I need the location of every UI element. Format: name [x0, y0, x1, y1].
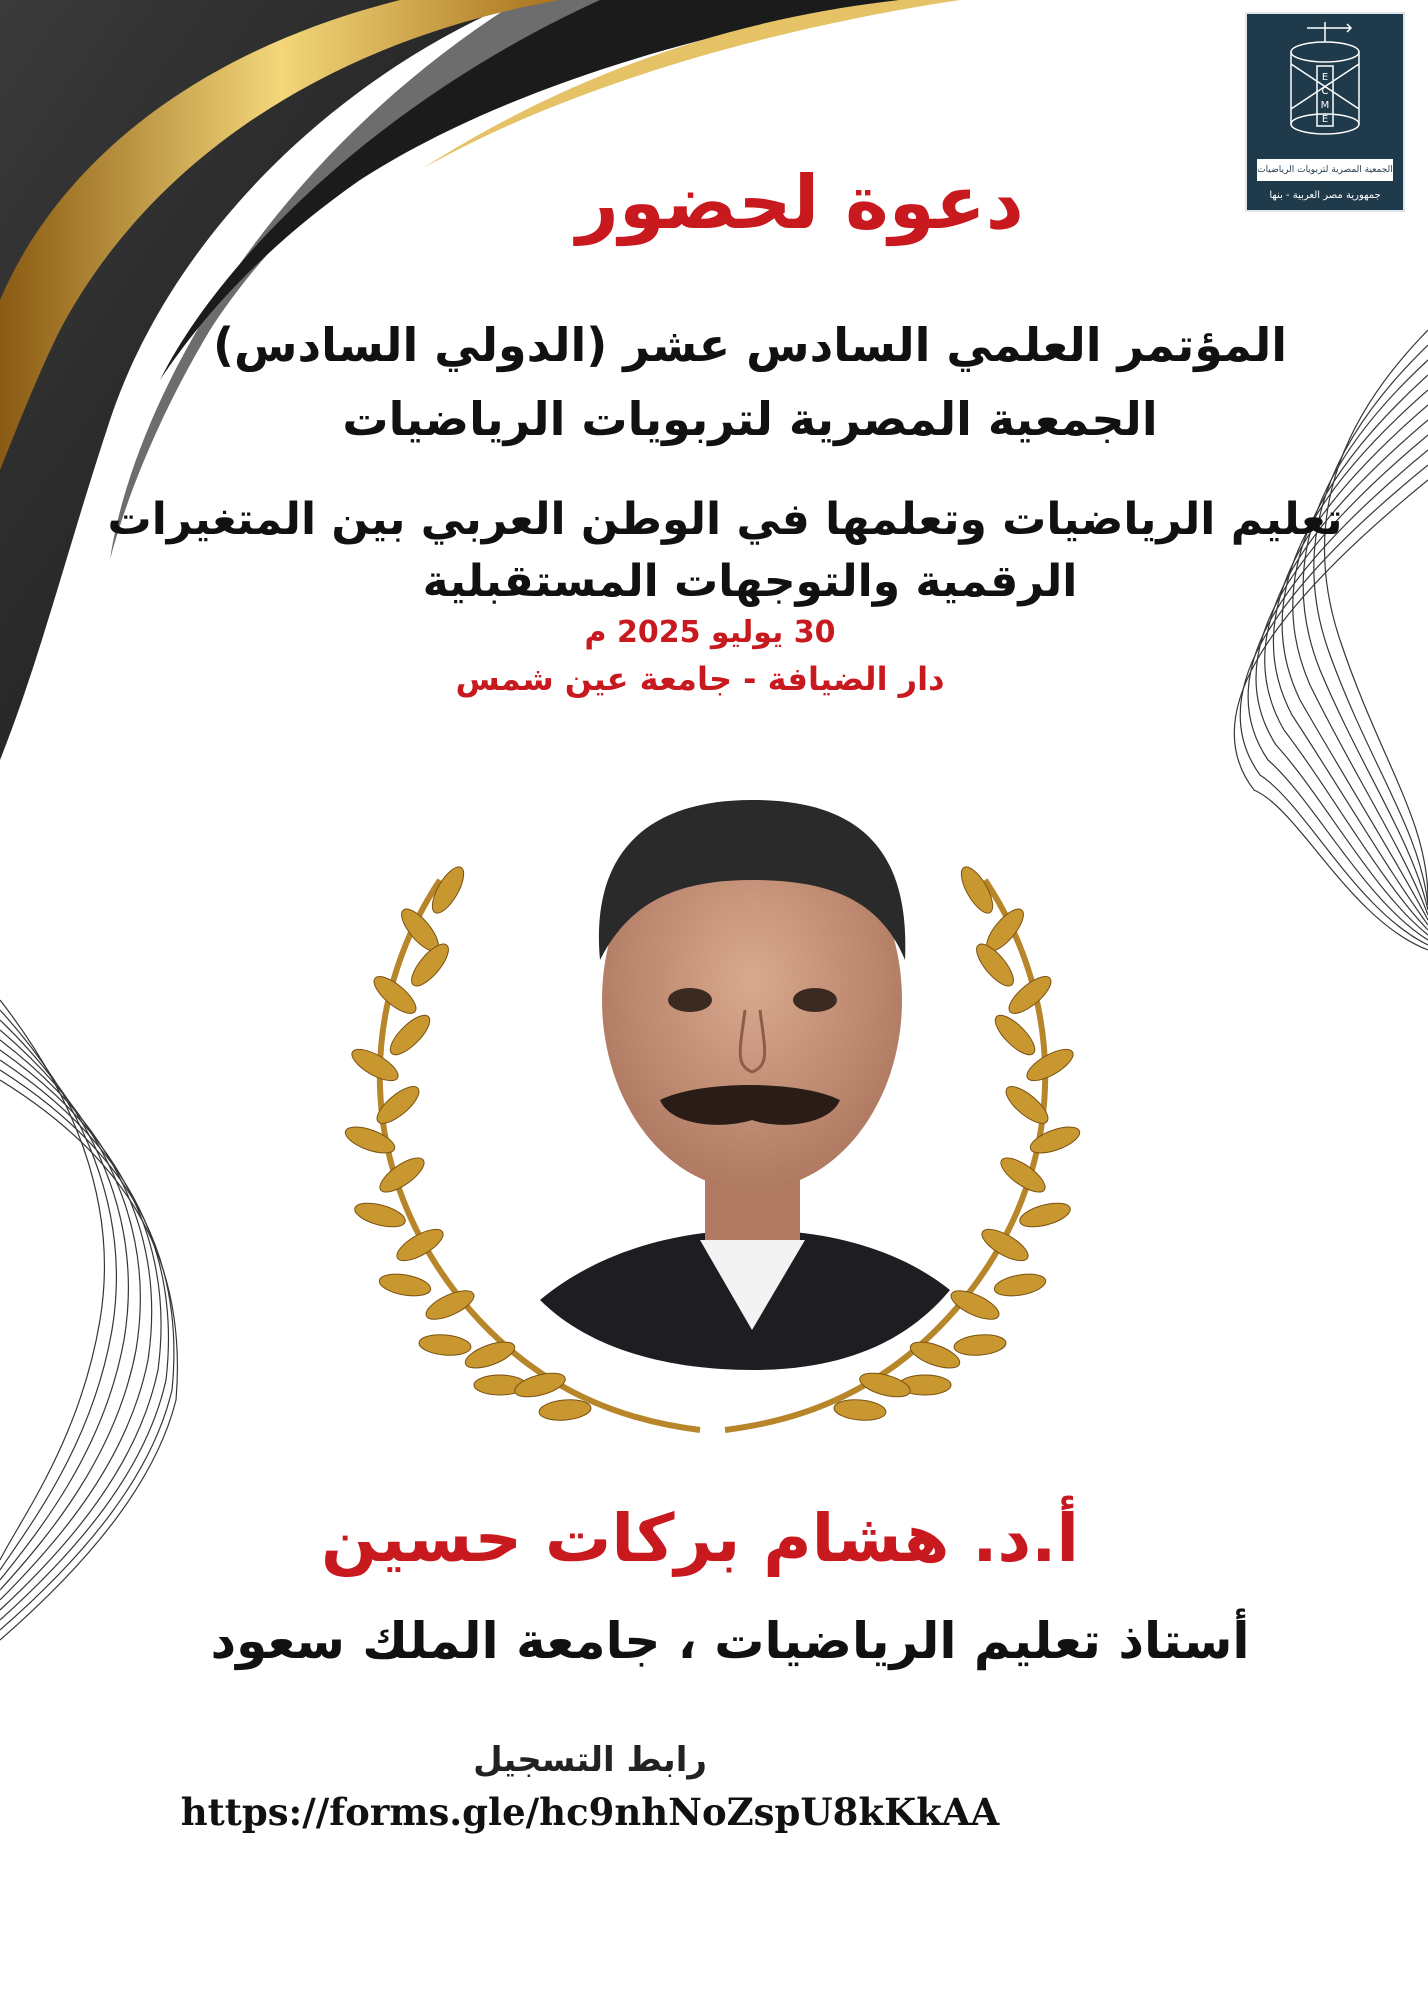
conference-title: المؤتمر العلمي السادس عشر (الدولي السادس) — [213, 318, 1287, 372]
left-wave-lines — [0, 1000, 177, 1640]
organizer-name: الجمعية المصرية لتربويات الرياضيات — [342, 392, 1158, 446]
logo-letter-m: M — [1320, 100, 1330, 111]
conference-theme-line1: تعليم الرياضيات وتعلمها في الوطن العربي بين المتغيرات — [107, 494, 1343, 545]
logo-letter-e: E — [1321, 72, 1329, 83]
logo-society-name: الجمعية المصرية لتربويات الرياضيات — [1257, 165, 1393, 175]
registration-link[interactable]: https://forms.gle/hc9nhNoZspU8kKkAA — [180, 1790, 1000, 1834]
speaker-position: أستاذ تعليم الرياضيات ، جامعة الملك سعود — [210, 1612, 1250, 1670]
conference-theme-line2: الرقمية والتوجهات المستقبلية — [422, 556, 1078, 607]
logo-location: جمهورية مصر العربية - بنها — [1269, 190, 1381, 201]
conference-date: 30 يوليو 2025 م — [584, 615, 836, 650]
invitation-title: دعوة لحضور — [576, 160, 1024, 246]
logo-society-name-bar — [1257, 159, 1393, 181]
society-logo — [1245, 12, 1405, 212]
logo-letter-c: C — [1321, 86, 1329, 97]
speaker-name: أ.د. هشام بركات حسين — [320, 1500, 1080, 1577]
conference-venue: دار الضيافة - جامعة عين شمس — [455, 660, 945, 698]
society-emblem-icon — [1247, 14, 1403, 154]
logo-letter-e2: E — [1321, 114, 1329, 125]
registration-label: رابط التسجيل — [473, 1740, 707, 1780]
